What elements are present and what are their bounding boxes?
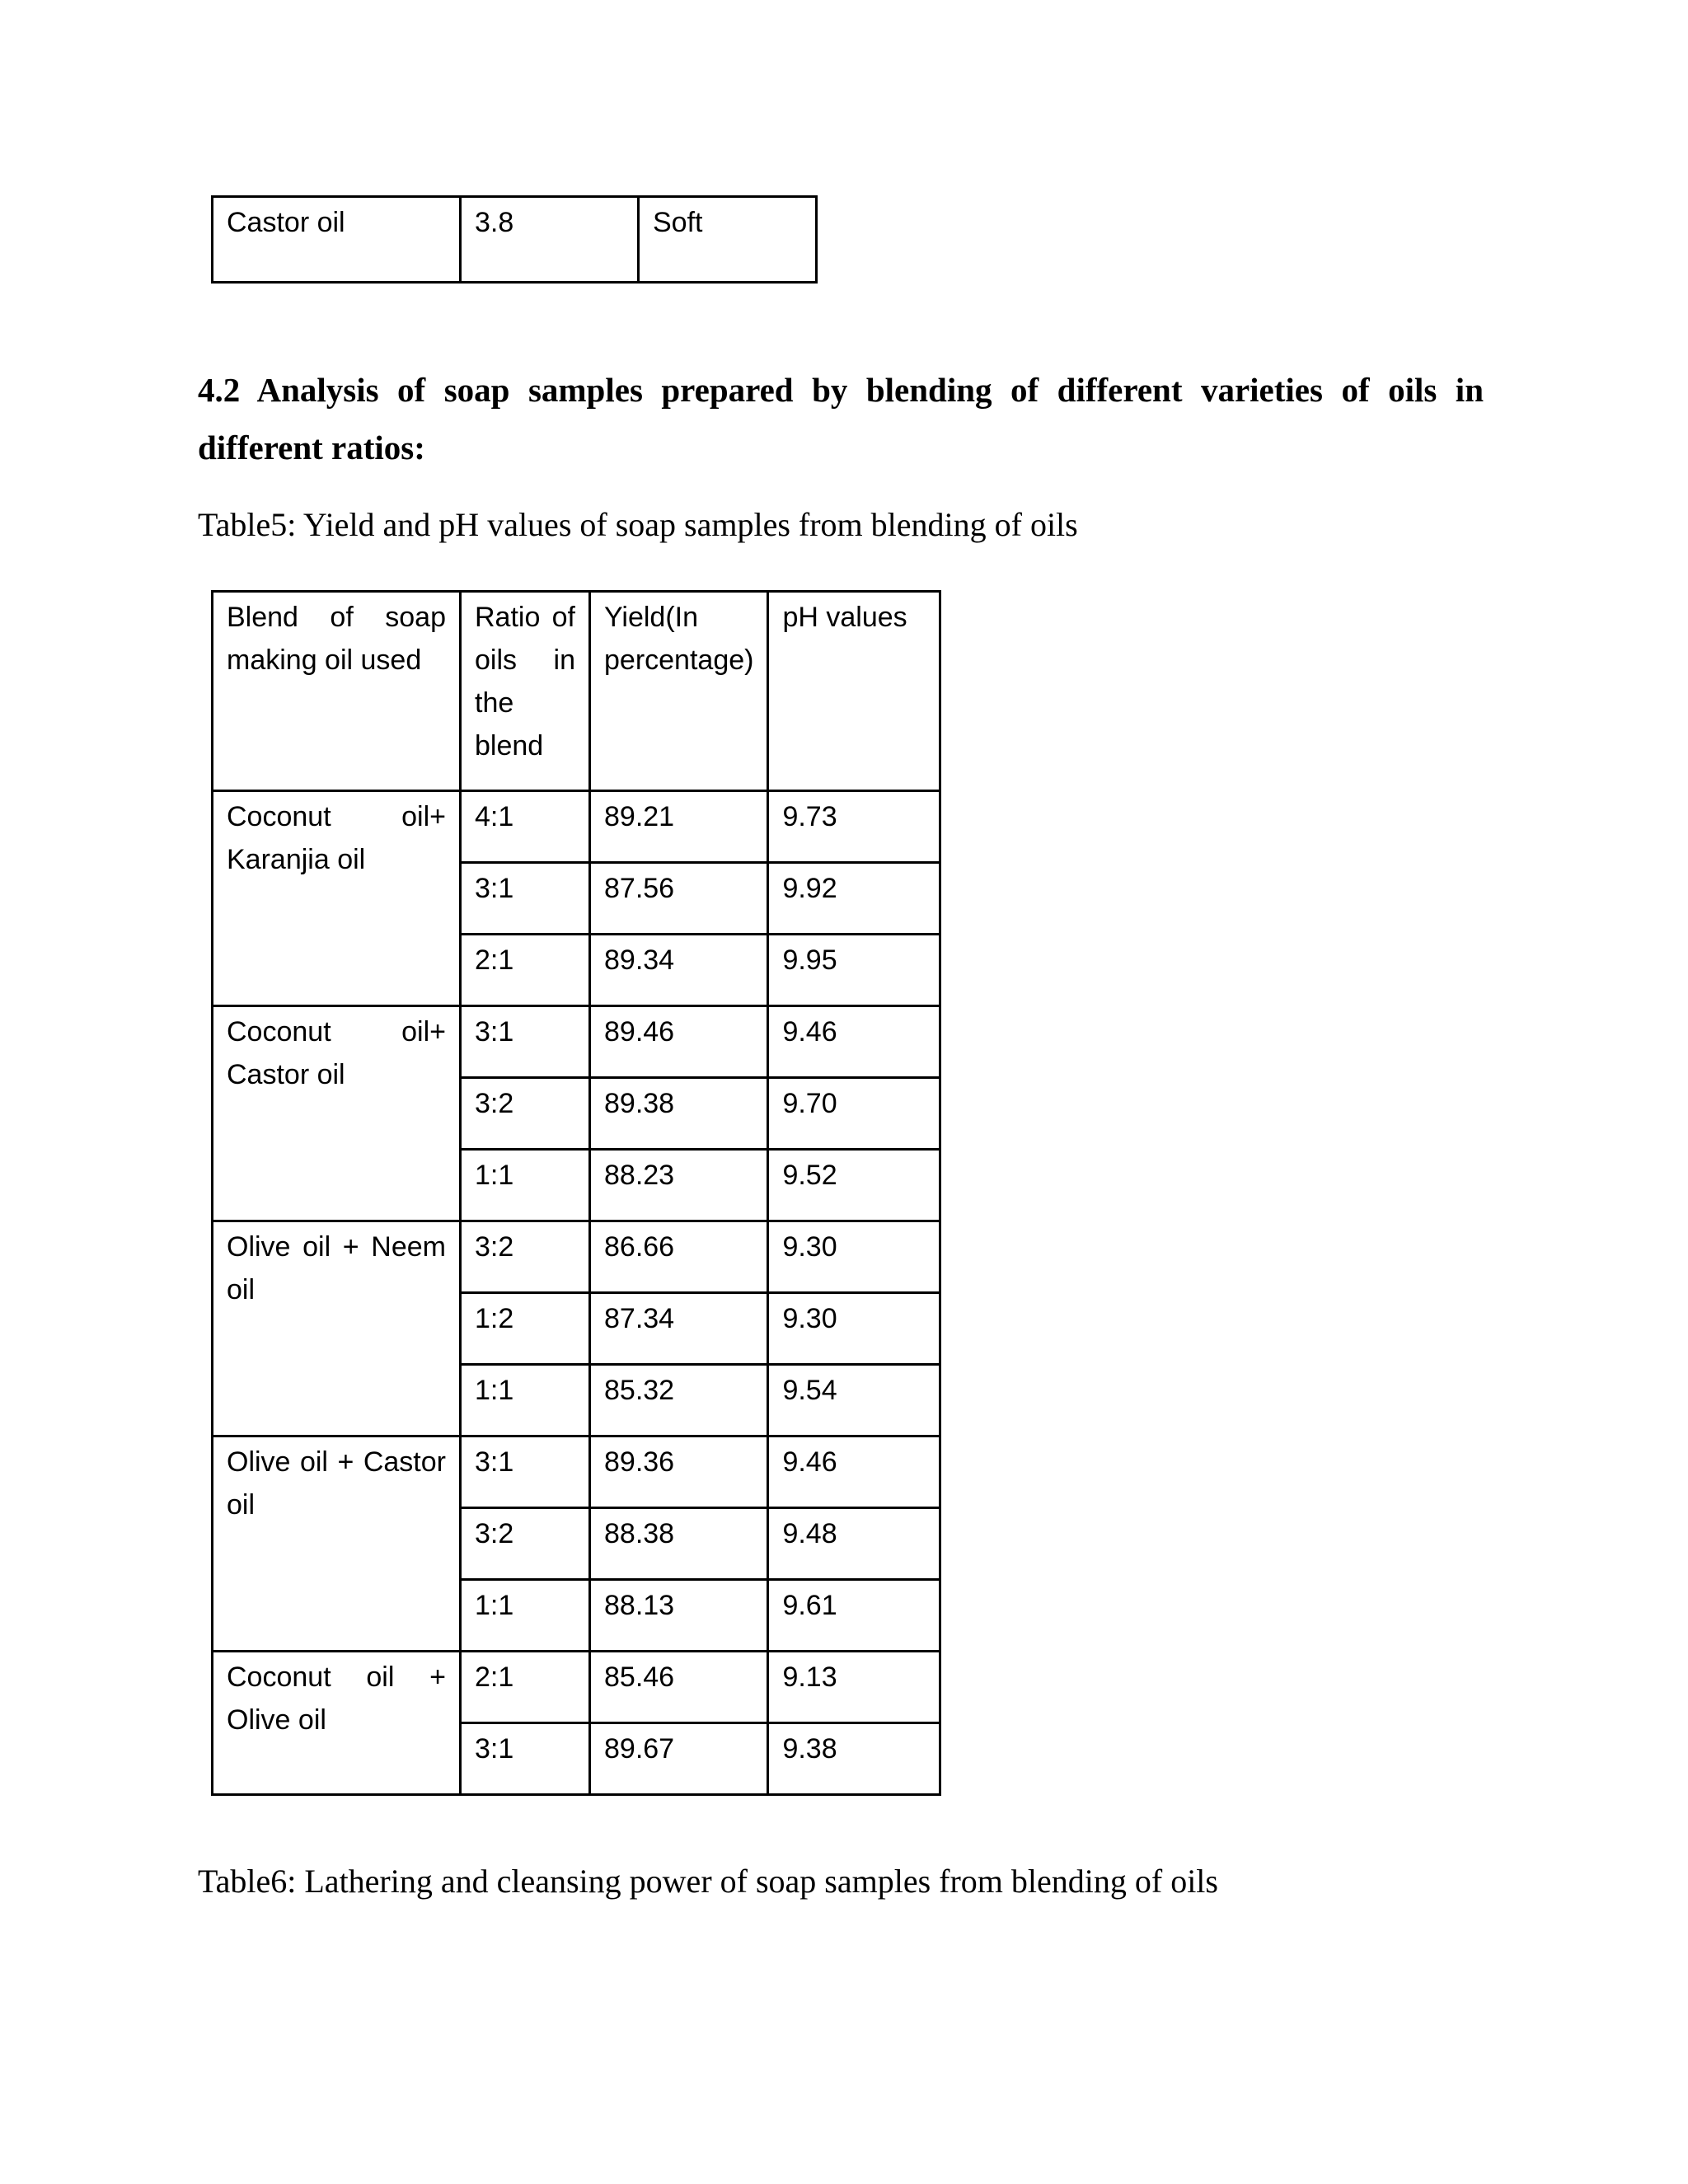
ratio-cell: 3:1	[461, 863, 590, 935]
ratio-cell: 1:1	[461, 1365, 590, 1436]
ph-cell: 9.54	[768, 1365, 940, 1436]
table5-caption: Table5: Yield and pH values of soap samples from blending of oils	[198, 506, 1078, 543]
ph-cell: 9.52	[768, 1150, 940, 1221]
header-ratio: Ratio of oils in the blend	[461, 592, 590, 791]
blend-name-cell: Coconut oil+ Castor oil	[213, 1006, 461, 1221]
blend-name-cell: Coconut oil+ Karanjia oil	[213, 791, 461, 1006]
header-ph: pH values	[768, 592, 940, 791]
ratio-cell: 2:1	[461, 935, 590, 1006]
table-row	[213, 1006, 940, 1078]
blend-name-cell: Olive oil + Neem oil	[213, 1221, 461, 1436]
ratio-cell: 1:2	[461, 1293, 590, 1365]
ph-cell: 9.13	[768, 1652, 940, 1723]
table-header-row	[213, 592, 940, 791]
oil-name-cell: Castor oil	[213, 197, 461, 283]
blend-name-cell: Coconut oil + Olive oil	[213, 1652, 461, 1795]
oil-hardness-table-fragment	[211, 195, 818, 284]
yield-cell: 89.46	[590, 1006, 768, 1078]
table-row	[213, 791, 940, 863]
blend-name-cell: Olive oil + Castor oil	[213, 1436, 461, 1652]
ph-cell: 9.95	[768, 935, 940, 1006]
ph-cell: 9.70	[768, 1078, 940, 1150]
ratio-cell: 3:1	[461, 1723, 590, 1795]
ph-cell: 9.30	[768, 1221, 940, 1293]
value-cell: 3.8	[461, 197, 639, 283]
yield-cell: 89.67	[590, 1723, 768, 1795]
ratio-cell: 3:2	[461, 1078, 590, 1150]
ph-cell: 9.61	[768, 1580, 940, 1652]
yield-cell: 89.36	[590, 1436, 768, 1508]
header-blend: Blend of soap making oil used	[213, 592, 461, 791]
table-row	[213, 1436, 940, 1508]
yield-cell: 89.34	[590, 935, 768, 1006]
ph-cell: 9.46	[768, 1436, 940, 1508]
yield-cell: 89.21	[590, 791, 768, 863]
table-row	[213, 197, 817, 283]
ratio-cell: 2:1	[461, 1652, 590, 1723]
yield-cell: 88.13	[590, 1580, 768, 1652]
ratio-cell: 4:1	[461, 791, 590, 863]
table-row	[213, 1221, 940, 1293]
yield-cell: 88.23	[590, 1150, 768, 1221]
yield-cell: 87.34	[590, 1293, 768, 1365]
ratio-cell: 3:2	[461, 1221, 590, 1293]
table5-body	[213, 592, 940, 1795]
ratio-cell: 1:1	[461, 1150, 590, 1221]
yield-cell: 85.46	[590, 1652, 768, 1723]
ratio-cell: 1:1	[461, 1580, 590, 1652]
ph-cell: 9.46	[768, 1006, 940, 1078]
ph-cell: 9.73	[768, 791, 940, 863]
yield-cell: 87.56	[590, 863, 768, 935]
ratio-cell: 3:1	[461, 1006, 590, 1078]
texture-cell: Soft	[639, 197, 817, 283]
ratio-cell: 3:1	[461, 1436, 590, 1508]
yield-cell: 85.32	[590, 1365, 768, 1436]
yield-cell: 88.38	[590, 1508, 768, 1580]
section-heading: 4.2 Analysis of soap samples prepared by blending of different varieties of oils in different ratios:	[198, 371, 1484, 466]
ph-cell: 9.38	[768, 1723, 940, 1795]
yield-cell: 89.38	[590, 1078, 768, 1150]
header-yield: Yield(In percentage)	[590, 592, 768, 791]
table6-caption: Table6: Lathering and cleansing power of soap samples from blending of oils	[198, 1863, 1218, 1900]
table-row	[213, 1652, 940, 1723]
ph-cell: 9.92	[768, 863, 940, 935]
ph-cell: 9.48	[768, 1508, 940, 1580]
ph-cell: 9.30	[768, 1293, 940, 1365]
ratio-cell: 3:2	[461, 1508, 590, 1580]
table5-yield-ph	[211, 590, 941, 1796]
yield-cell: 86.66	[590, 1221, 768, 1293]
